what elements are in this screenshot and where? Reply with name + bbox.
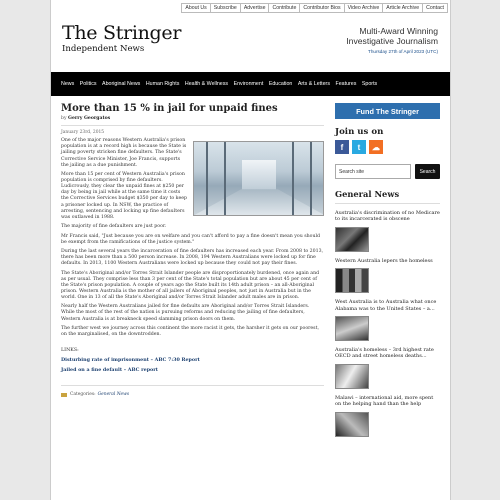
paragraph: The majority of fine defaulters are just poor.	[61, 224, 167, 230]
paragraph: Mr Francis said, "Just because you are on welfare and you can't afford to pay a fine doesn't mean you should be exempt from the ramifications of the justice system."	[61, 233, 321, 245]
image-bar	[224, 142, 226, 216]
soundcloud-icon[interactable]: ☁	[369, 140, 383, 154]
article-title[interactable]: More than 15 % in jail for unpaid fines	[61, 103, 278, 114]
image-bar	[206, 142, 208, 216]
news-title[interactable]: Australia's homeless – 3rd highest rate OECD and street homeless deaths...	[335, 347, 434, 360]
site-subtitle: Independent News	[62, 44, 145, 54]
categories-label: Categories:	[70, 392, 96, 398]
nav-features[interactable]: Features	[335, 81, 357, 87]
search-button[interactable]: Search	[415, 164, 440, 179]
topnav-advertise[interactable]: Advertise	[240, 3, 269, 13]
twitter-icon[interactable]: t	[352, 140, 366, 154]
topnav-video-archive[interactable]: Video Archive	[344, 3, 383, 13]
article-byline	[61, 116, 324, 121]
facebook-icon[interactable]: f	[335, 140, 349, 154]
top-utility-nav	[181, 3, 448, 13]
news-item[interactable]	[335, 258, 440, 293]
news-thumbnail[interactable]	[335, 364, 369, 389]
news-item[interactable]	[335, 299, 440, 341]
news-item[interactable]	[335, 210, 440, 252]
topnav-about-us[interactable]: About Us	[181, 3, 209, 13]
topnav-contributor-bios[interactable]: Contributor Bios	[299, 3, 343, 13]
nav-news[interactable]: News	[61, 81, 75, 87]
prison-corridor-image	[193, 141, 324, 216]
categories-row	[61, 385, 324, 397]
links-heading: LINKS:	[61, 348, 79, 354]
site-tagline	[346, 26, 438, 54]
link-abc-report[interactable]: Jailed on a fine default – ABC report	[61, 367, 159, 374]
paragraph: During the last several years the incarceration of fine defaulters has increased each year. From 2008 to 2013, there has been more than a 500 person increase. In 2008, 194 Western Australians were locked up for fine defaults. In 2013, 1100 Western Australians were locked up because they could not pay their fines.	[61, 248, 324, 267]
folder-icon	[61, 393, 67, 397]
news-item[interactable]	[335, 347, 440, 389]
search-form	[335, 164, 440, 179]
tagline-line-2: Investigative Journalism	[346, 36, 438, 46]
divider	[61, 125, 324, 126]
topnav-contribute[interactable]: Contribute	[268, 3, 299, 13]
topnav-subscribe[interactable]: Subscribe	[210, 3, 240, 13]
main-nav	[51, 72, 451, 96]
article	[61, 103, 324, 397]
social-icons	[335, 140, 440, 154]
image-floor	[194, 189, 324, 215]
current-date: Thursday 27th of April 2023 (UTC)	[368, 49, 438, 54]
nav-health-wellness[interactable]: Health & Wellness	[184, 81, 229, 87]
author-link[interactable]: Gerry Georgatos	[68, 116, 111, 121]
page	[50, 0, 451, 500]
nav-aboriginal-news[interactable]: Aboriginal News	[102, 81, 141, 87]
tagline-line-1: Multi-Award Winning	[359, 26, 438, 36]
paragraph: The State's Aboriginal and/or Torres Strait Islander people are disproportionately burdened, once again and as per usual. They comprise less than 3 per cent of the State's total population but are about 45 per cent of the State's prison population. A couple of years ago the State built its 14th adult prison – an all-Aboriginal prison. Western Australia is the mother of all jailers of Aboriginal peoples, not just in Australia but in the world. One in 13 of all the State's Aboriginal and/or Torres Strait Islander adult males are in prison.	[61, 270, 320, 300]
paragraph: One of the major reasons Western Australia's prison population is at a record high is because the State is jailing poverty stricken fine defaulters. The State's Corrective Service Minister, Joe Francis, supports the jailing as a due punishment.	[61, 138, 187, 168]
nav-sports[interactable]: Sports	[361, 81, 378, 87]
search-input[interactable]: Search site	[335, 164, 411, 179]
news-thumbnail[interactable]	[335, 412, 369, 437]
news-title[interactable]: Malawi – international aid, more spent on the helping hand than the help	[335, 394, 434, 408]
image-bar	[292, 142, 294, 216]
nav-arts-letters[interactable]: Arts & Letters	[297, 81, 330, 87]
image-bar	[310, 142, 312, 216]
byline-prefix: by	[61, 116, 67, 121]
category-link[interactable]: General News	[97, 392, 130, 398]
topnav-contact[interactable]: Contact	[422, 3, 448, 13]
news-title[interactable]: West Australia is to Australia what once Alabama was to the United States – a...	[335, 299, 437, 312]
article-body	[61, 138, 324, 338]
article-date: January 23rd, 2015	[61, 130, 105, 135]
topnav-article-archive[interactable]: Article Archive	[382, 3, 422, 13]
news-item[interactable]	[335, 395, 440, 437]
news-thumbnail[interactable]	[335, 227, 369, 252]
nav-environment[interactable]: Environment	[233, 81, 264, 87]
nav-human-rights[interactable]: Human Rights	[145, 81, 180, 87]
nav-politics[interactable]: Politics	[79, 81, 97, 87]
join-us-heading: Join us on	[335, 127, 384, 137]
news-title[interactable]: Australia's discrimination of no Medicare to its incarcerated is obscene	[335, 210, 440, 223]
news-title[interactable]: Western Australia lepers the homeless	[335, 257, 433, 264]
nav-education[interactable]: Education	[268, 81, 293, 87]
paragraph: More than 15 per cent of Western Australia's prison population is comprised by fine defaulters. Ludicrously, they clear the unpaid fines at $250 per day by being in jail while at the same time it costs the Corrective Services budget $350 per day to keep a prisoner locked up. In NSW, the practice of arresting, sentencing and locking up fine defaulters was outlawed in 1988.	[61, 172, 188, 220]
link-abc-730-report[interactable]: Disturbing rate of imprisonment – ABC 7:30 Report	[61, 357, 200, 364]
site-logo[interactable]	[62, 22, 181, 54]
paragraph: The further west we journey across this continent the more racist it gets, the harsher it gets on our poorest, on the marginalised, on the downtrodden.	[61, 325, 319, 337]
site-title[interactable]: The Stringer	[62, 22, 182, 44]
news-thumbnail[interactable]	[335, 268, 369, 293]
general-news-heading: General News	[335, 189, 440, 204]
paragraph: Nearly half the Western Australians jailed for fine defaults are Aboriginal and/or Torres Strait Islanders. While the most of the rest of the nation is pursuing reforms and reducing the jailing of fine defaulters, Western Australia is at breakneck speed slamming prison doors on them.	[61, 304, 310, 322]
news-thumbnail[interactable]	[335, 316, 369, 341]
fund-button[interactable]: Fund The Stringer	[335, 103, 440, 119]
sidebar	[335, 103, 440, 437]
